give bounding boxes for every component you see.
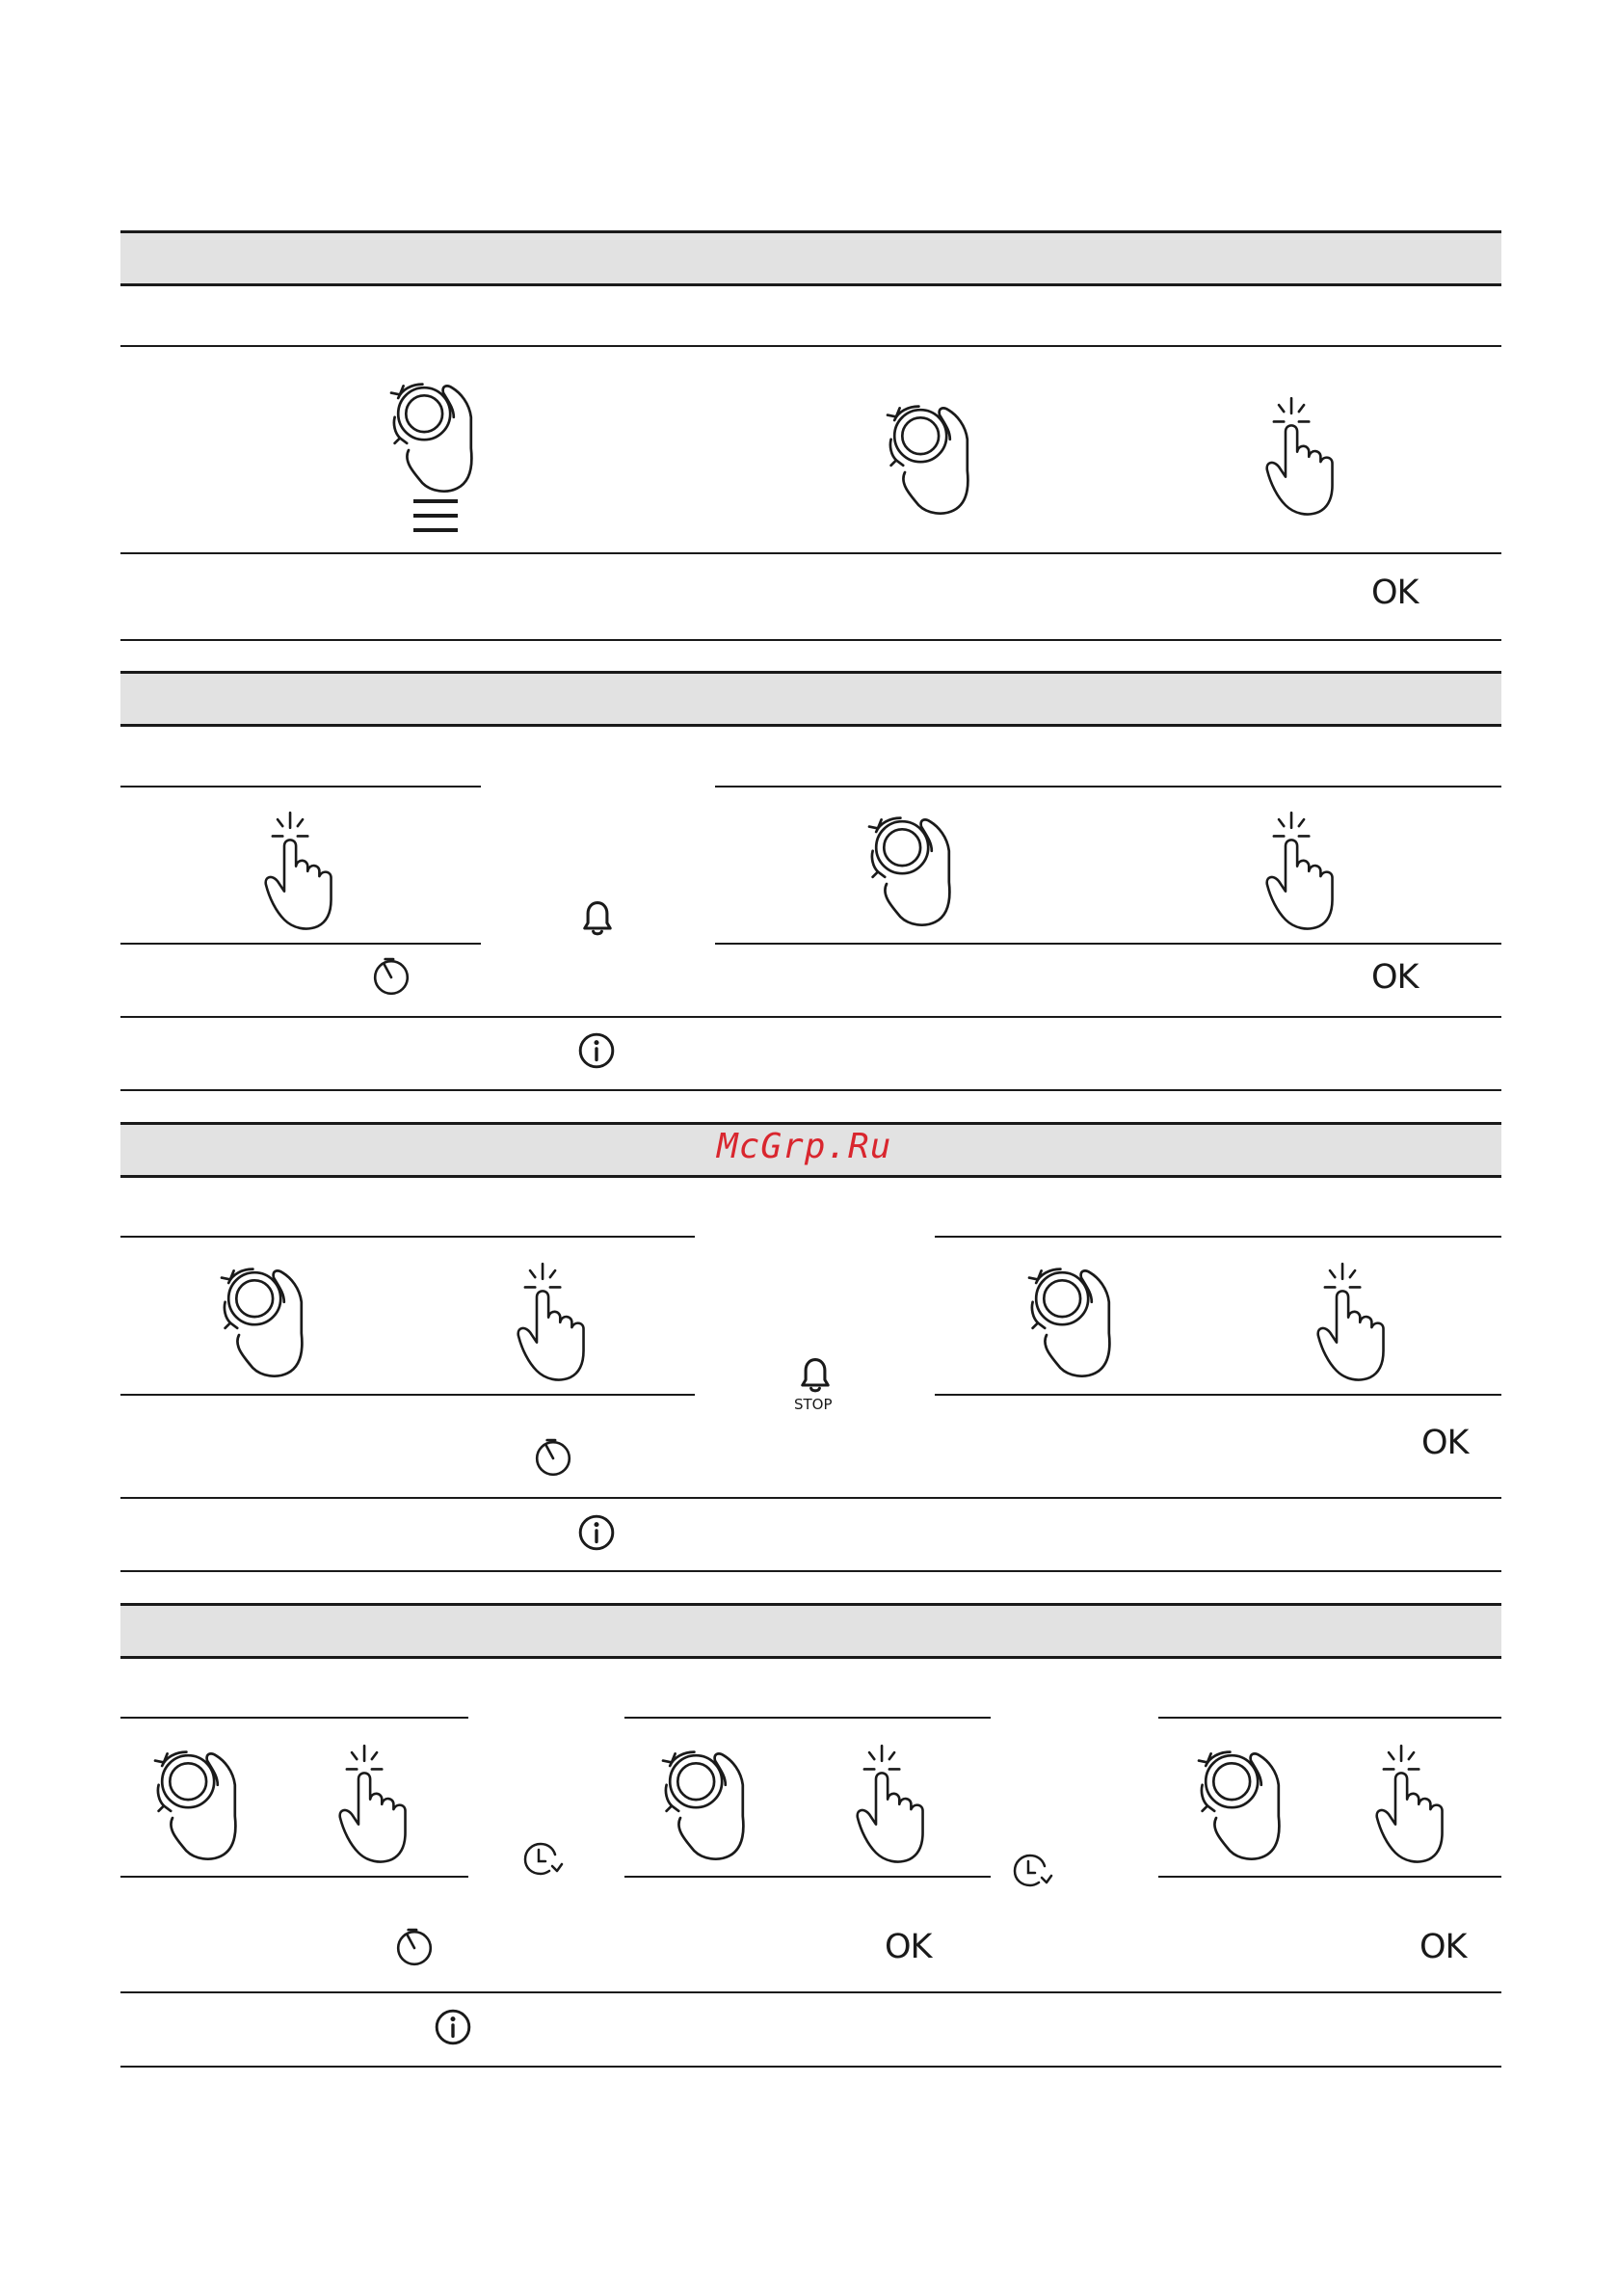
- rotate-knob-icon: [374, 363, 478, 494]
- rule: [120, 1876, 468, 1878]
- rule: [120, 345, 1501, 347]
- stop-label: STOP: [794, 1396, 833, 1413]
- rule: [120, 1089, 1501, 1091]
- menu-icon: [411, 496, 460, 535]
- rule: [1158, 1876, 1501, 1878]
- rotate-knob-icon: [1012, 1248, 1116, 1378]
- press-button-icon: [333, 1741, 409, 1866]
- rotate-knob-icon: [1181, 1731, 1286, 1861]
- rotate-knob-icon: [138, 1731, 242, 1861]
- timer-icon: [533, 1438, 573, 1479]
- rule: [715, 943, 1501, 945]
- rule: [935, 1394, 1501, 1396]
- info-icon: [433, 2007, 473, 2047]
- ok-label: OK: [1421, 1424, 1469, 1462]
- rule: [120, 552, 1501, 554]
- rule: [120, 1394, 695, 1396]
- rotate-knob-icon: [646, 1731, 750, 1861]
- bell-stop-icon: [794, 1353, 836, 1396]
- section-header-band-4: [120, 1603, 1501, 1659]
- press-button-icon: [1260, 808, 1336, 933]
- bell-icon: [576, 896, 619, 939]
- section-header-band-1: [120, 230, 1501, 286]
- rule: [120, 1717, 468, 1719]
- timer-icon: [394, 1928, 435, 1968]
- rule: [120, 2066, 1501, 2068]
- info-icon: [576, 1512, 617, 1553]
- rule: [120, 943, 481, 945]
- ok-label: OK: [1371, 574, 1419, 612]
- press-button-icon: [512, 1259, 587, 1384]
- press-button-icon: [1260, 393, 1336, 519]
- rule: [624, 1876, 991, 1878]
- rule: [715, 786, 1501, 788]
- rule: [120, 1991, 1501, 1993]
- rule: [1158, 1717, 1501, 1719]
- ok-label: OK: [1371, 958, 1419, 997]
- rule: [120, 1497, 1501, 1499]
- rule: [624, 1717, 991, 1719]
- rotate-knob-icon: [870, 386, 974, 516]
- press-button-icon: [259, 808, 334, 933]
- press-button-icon: [1312, 1259, 1387, 1384]
- watermark: McGrp.Ru: [717, 1127, 892, 1166]
- ok-label: OK: [1419, 1928, 1467, 1966]
- delay-start-icon: [1010, 1851, 1058, 1889]
- delay-start-icon: [520, 1839, 569, 1878]
- rule: [935, 1236, 1501, 1238]
- timer-icon: [371, 957, 411, 998]
- rule: [120, 639, 1501, 641]
- rule: [120, 1236, 695, 1238]
- rule: [120, 1570, 1501, 1572]
- section-header-band-2: [120, 671, 1501, 727]
- rotate-knob-icon: [204, 1248, 308, 1378]
- rotate-knob-icon: [852, 797, 956, 927]
- ok-label: OK: [885, 1928, 932, 1966]
- press-button-icon: [851, 1741, 926, 1866]
- info-icon: [576, 1030, 617, 1071]
- press-button-icon: [1370, 1741, 1446, 1866]
- rule: [120, 1016, 1501, 1018]
- rule: [120, 786, 481, 788]
